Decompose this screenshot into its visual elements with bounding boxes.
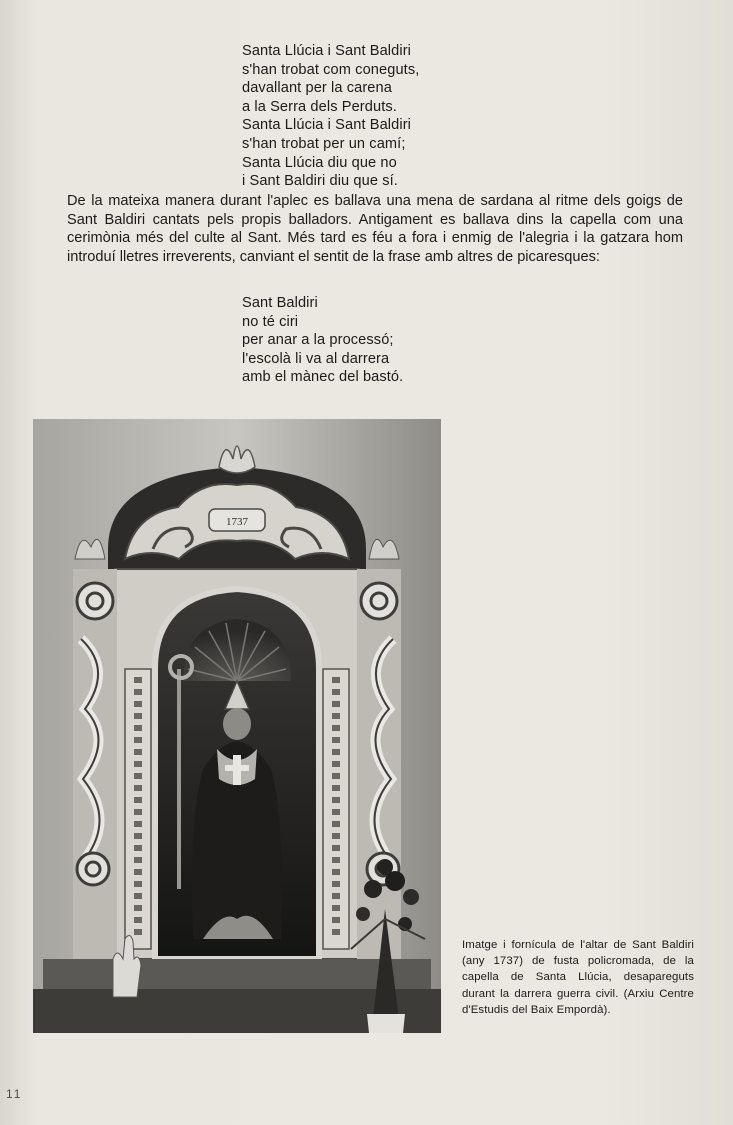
saint-head <box>223 708 251 740</box>
poem-line: davallant per la carena <box>242 80 392 97</box>
page-number: 11 <box>6 1087 23 1101</box>
poem-line: per anar a la processó; <box>242 332 394 349</box>
top-finial <box>219 446 255 473</box>
poem-line: Santa Llúcia diu que no <box>242 154 397 171</box>
poem-line: amb el mànec del bastó. <box>242 369 404 386</box>
altar-table <box>43 959 431 989</box>
altar-photograph <box>33 419 441 1033</box>
poem-line: no té ciri <box>242 313 299 330</box>
left-scroll <box>77 583 113 619</box>
poem-line: a la Serra dels Perduts. <box>242 98 397 115</box>
poem-line: i Sant Baldiri diu que sí. <box>242 173 398 190</box>
poem-line: l'escolà li va al darrera <box>242 350 390 367</box>
date-inscription: 1737 <box>226 516 248 528</box>
poem-line: s'han trobat com coneguts, <box>242 61 420 78</box>
poem-second <box>242 294 403 387</box>
poem-line: Santa Llúcia i Sant Baldiri <box>242 117 412 134</box>
right-scroll <box>361 583 397 619</box>
poem-line: s'han trobat per un camí; <box>242 135 406 152</box>
vase <box>367 1014 405 1033</box>
poem-line: Sant Baldiri <box>242 295 318 311</box>
body-paragraph: De la mateixa manera durant l'aplec es ballava una mena de sardana al ritme dels goigs de Sant Baldiri cantats pels propis balladors. Antigament es ballava dins la capella com una cerimònia més del culte al Sant. Més tard es féu a fora i enmig de l'alegria i la gatzara hom introduí lletres irreverents, canviant el sentit de la frase amb altres de picaresques: <box>67 193 683 265</box>
photo-caption: Imatge i fornícula de l'altar de Sant Baldiri (any 1737) de fusta policromada, de la capella de Santa Llúcia, desapareguts durant la darrera guerra civil. (Arxiu Centre d'Estudis del Baix Empordà). <box>462 939 694 1016</box>
altar-illustration <box>33 419 441 1033</box>
poem-first <box>242 42 419 191</box>
poem-line: Santa Llúcia i Sant Baldiri <box>242 43 412 59</box>
